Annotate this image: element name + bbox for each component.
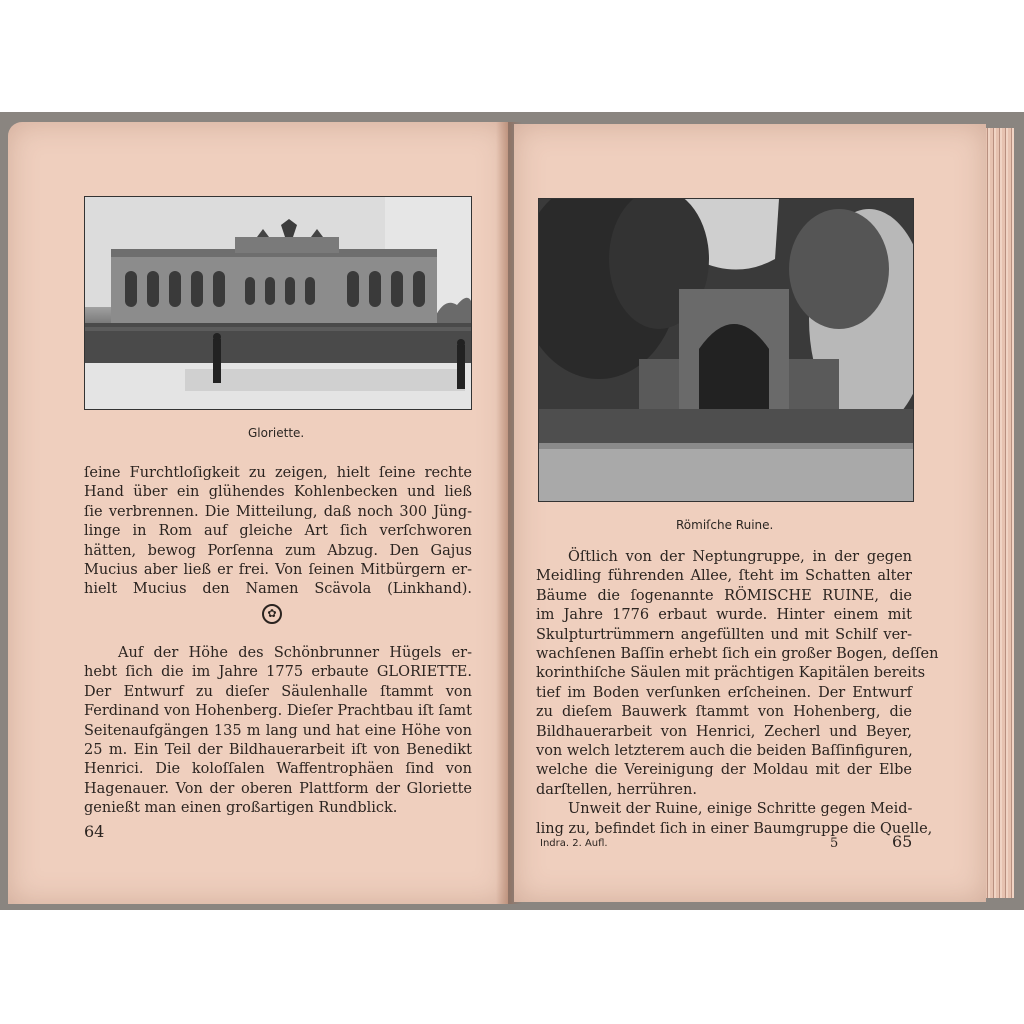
- text-line: zu dieſem Bauwerk ſtammt von Hohenberg, die: [536, 704, 912, 721]
- text-line: welche die Vereinigung der Moldau mit der Elbe: [536, 762, 912, 779]
- text-line: wachſenen Baſſin erhebt ſich ein großer Bogen, deſſen: [536, 646, 939, 663]
- text-line: Der Entwurf zu dieſer Säulenhalle ſtammt von: [84, 683, 472, 700]
- text-line: genießt man einen großartigen Rundblick.: [84, 800, 398, 817]
- text-line: Hagenauer. Von der oberen Plattform der Gloriette: [84, 780, 472, 797]
- text-line: Auf der Höhe des Schönbrunner Hügels er-: [118, 645, 472, 661]
- text-line: darſtellen, herrühren.: [536, 781, 697, 798]
- gloriette-illustration: [85, 197, 471, 409]
- book-page-edges: [984, 128, 1014, 898]
- text-line: tief im Boden verſunken erſcheinen. Der Entwurf: [536, 684, 912, 701]
- text-line: Bildhauerarbeit von Henrici, Zecherl und Beyer,: [536, 723, 912, 740]
- text-line: hebt ſich die im Jahre 1775 erbaute GLORIETTE.: [84, 664, 472, 681]
- text-line: Meidling führenden Allee, ſteht im Schatten alter: [536, 568, 912, 585]
- signature-number: 5: [830, 836, 839, 851]
- text-line: Seitenaufgängen 135 m lang und hat eine Höhe von: [84, 722, 472, 739]
- signature-footer: Indra. 2. Aufl.: [540, 838, 608, 849]
- text-line: 25 m. Ein Teil der Bildhauerarbeit iſt von Benedikt: [84, 742, 472, 759]
- text-line: von welch letzterem auch die beiden Baſſinfiguren,: [536, 743, 913, 760]
- text-line: ling zu, befindet ſich in einer Baumgruppe die Quelle,: [536, 820, 933, 837]
- left-paragraph-2: [84, 644, 472, 819]
- text-line: im Jahre 1776 erbaut wurde. Hinter einem mit: [536, 607, 912, 624]
- text-line: Henrici. Die koloſſalen Waffentrophäen ſind von: [84, 761, 472, 778]
- gloriette-caption: Gloriette.: [248, 426, 305, 440]
- roman-ruin-illustration: [539, 199, 913, 501]
- roman-ruin-caption: Römiſche Ruine.: [676, 518, 774, 532]
- left-page-number: 64: [84, 822, 105, 841]
- left-paragraph-1: [84, 464, 472, 600]
- text-line: hätten, bewog Porſenna zum Abzug. Den Gajus: [84, 542, 472, 559]
- text-line: Unweit der Ruine, einige Schritte gegen Meid-: [568, 801, 913, 818]
- text-line: hielt Mucius den Namen Scävola (Linkhand).: [84, 581, 472, 598]
- right-page-number: 65: [892, 832, 913, 851]
- roman-ruin-photo: [538, 198, 914, 502]
- text-line: Bäume die ſogenannte RÖMISCHE RUINE, die: [536, 587, 912, 604]
- text-line: ſie verbrennen. Die Mitteilung, daß noch 300 Jüng-: [84, 503, 472, 520]
- right-paragraph-1: [536, 548, 939, 839]
- text-line: Hand über ein glühendes Kohlenbecken und ließ: [84, 484, 472, 501]
- text-line: Öſtlich von der Neptungruppe, in der gegen: [568, 549, 912, 565]
- text-line: ſeine Furchtloſigkeit zu zeigen, hielt ſeine rechte: [84, 465, 472, 481]
- text-line: korinthiſche Säulen mit prächtigen Kapitälen bereits: [536, 665, 926, 682]
- text-line: Skulpturtrümmern angefüllten und mit Schilf ver-: [536, 626, 912, 643]
- text-line: Mucius aber ließ er frei. Von ſeinen Mitbürgern er-: [84, 562, 472, 579]
- ornament-icon: ✿: [262, 604, 282, 624]
- text-line: linge in Rom auf gleiche Art ſich verſchworen: [84, 523, 472, 540]
- gloriette-photo: [84, 196, 472, 410]
- text-line: Ferdinand von Hohenberg. Dieſer Prachtbau iſt ſamt: [84, 703, 472, 720]
